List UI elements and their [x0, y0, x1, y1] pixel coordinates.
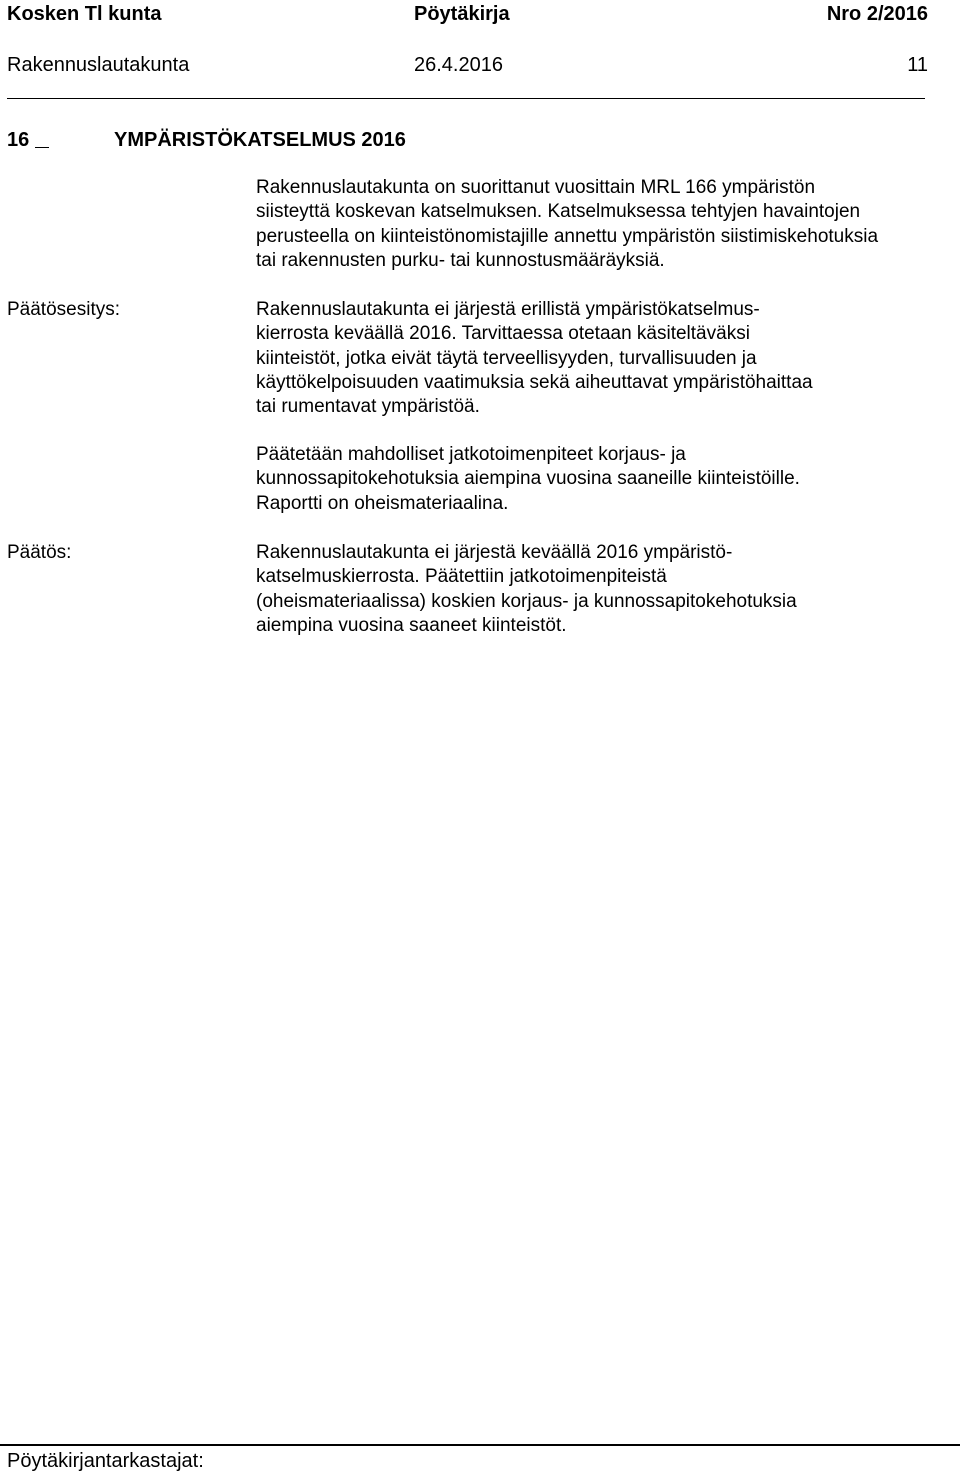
committee-name: Rakennuslautakunta [7, 54, 190, 76]
section-number: 16 [7, 129, 30, 151]
proposal-followup-paragraph [256, 443, 956, 516]
text-line: tai rakennusten purku- tai kunnostusmääräyksiä. [256, 249, 665, 271]
meeting-date: 26.4.2016 [414, 54, 503, 76]
decision-label: Päätös: [7, 542, 72, 563]
text-line: Raportti on oheismateriaalina. [256, 492, 509, 514]
document-type: Pöytäkirja [414, 3, 510, 25]
text-line: katselmuskierrosta. Päätettiin jatkotoimenpiteistä [256, 566, 667, 588]
reviewers-label: Pöytäkirjantarkastajat: [7, 1450, 204, 1472]
text-line: aiempina vuosina saaneet kiinteistöt. [256, 614, 567, 636]
text-line: Rakennuslautakunta ei järjestä erillistä ympäristökatselmus- [256, 299, 760, 320]
footer-divider [0, 1444, 960, 1446]
header-divider [7, 98, 925, 99]
text-line: Rakennuslautakunta on suorittanut vuosittain MRL 166 ympäristön [256, 177, 816, 198]
text-line: siisteyttä koskevan katselmuksen. Katselmuksessa tehtyjen havaintojen [256, 201, 861, 223]
section-underline [35, 147, 49, 148]
text-line: tai rumentavat ympäristöä. [256, 396, 480, 418]
text-line: (oheismateriaalissa) koskien korjaus- ja kunnossapitokehotuksia [256, 590, 797, 612]
text-line: käyttökelpoisuuden vaatimuksia sekä aiheuttavat ympäristöhaittaa [256, 371, 813, 393]
proposal-label: Päätösesitys: [7, 299, 120, 320]
decision-paragraph [256, 541, 956, 638]
text-line: kierrosta keväällä 2016. Tarvittaessa otetaan käsiteltäväksi [256, 323, 750, 345]
proposal-paragraph [256, 298, 956, 419]
text-line: perusteella on kiinteistönomistajille annettu ympäristön siistimiskehotuksia [256, 225, 879, 247]
document-number: Nro 2/2016 [826, 3, 928, 25]
municipality-name: Kosken Tl kunta [7, 3, 162, 25]
text-line: Rakennuslautakunta ei järjestä keväällä 2016 ympäristö- [256, 542, 733, 563]
intro-paragraph [256, 176, 956, 273]
section-title: YMPÄRISTÖKATSELMUS 2016 [114, 129, 406, 151]
text-line: Päätetään mahdolliset jatkotoimenpiteet korjaus- ja [256, 444, 686, 465]
text-line: kunnossapitokehotuksia aiempina vuosina saaneille kiinteistöille. [256, 468, 800, 490]
text-line: kiinteistöt, jotka eivät täytä terveellisyyden, turvallisuuden ja [256, 347, 757, 369]
page-number: 11 [907, 54, 928, 76]
